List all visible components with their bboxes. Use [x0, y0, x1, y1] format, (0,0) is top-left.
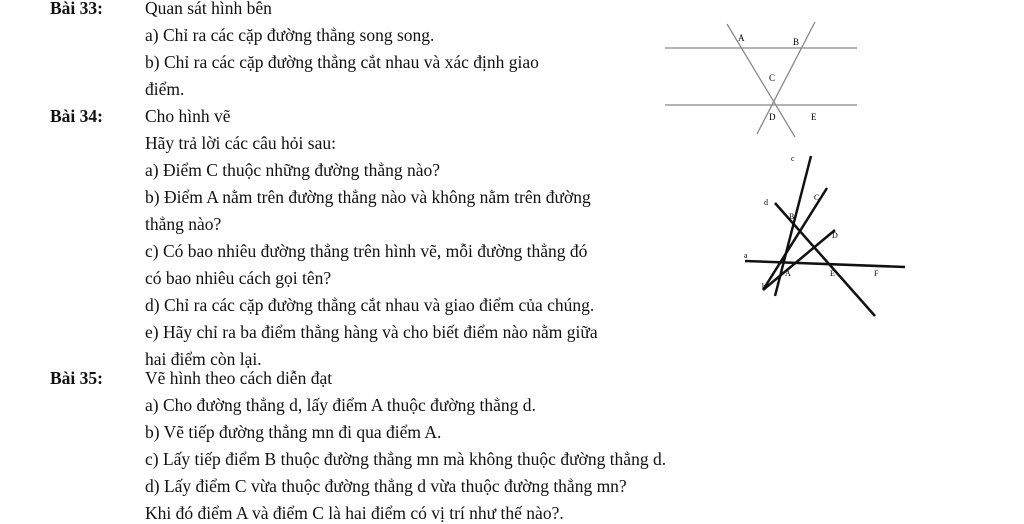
bai33-point-C: C	[769, 73, 776, 83]
bai33-figure	[665, 22, 875, 140]
bai34-figure	[735, 148, 920, 323]
bai34-question-d: d) Chỉ ra các cặp đường thẳng cắt nhau và giao điểm của chúng.	[145, 295, 595, 315]
bai34-title: Cho hình vẽ	[145, 106, 231, 126]
bai34-line-label-a: a	[744, 251, 748, 260]
bai34-question-b-line2: thẳng nào?	[145, 214, 222, 234]
bai33-label: Bài 33:	[50, 0, 103, 18]
bai34-line-label-c: c	[791, 154, 795, 163]
bai33-question-b-line2: điểm.	[145, 79, 185, 99]
bai34-question-c-line1: c) Có bao nhiêu đường thẳng trên hình vẽ, mỗi đường thẳng đó	[145, 241, 588, 261]
bai33-question-b-line1: b) Chỉ ra các cặp đường thẳng cắt nhau và xác định giao	[145, 52, 539, 72]
bai33-transversal-right	[757, 22, 815, 134]
bai34-question-e-line1: e) Hãy chỉ ra ba điểm thẳng hàng và cho biết điểm nào nằm giữa	[145, 322, 598, 342]
bai34-question-c-line2: có bao nhiêu cách gọi tên?	[145, 268, 332, 288]
bai34-line-a	[745, 261, 905, 267]
bai34-point-C: C	[814, 193, 820, 202]
bai34-point-A: A	[785, 269, 791, 278]
bai35-label: Bài 35:	[50, 368, 103, 388]
bai33-point-B: B	[793, 37, 800, 47]
bai34-point-B: B	[789, 212, 795, 221]
bai34-line-label-b: b	[762, 282, 766, 291]
bai34-question-b-line1: b) Điểm A nằm trên đường thẳng nào và không nằm trên đường	[145, 187, 591, 207]
bai35-conclusion: Khi đó điểm A và điểm C là hai điểm có vị trí như thế nào?.	[145, 503, 564, 523]
bai35-title: Vẽ hình theo cách diễn đạt	[145, 368, 333, 388]
bai34-point-D: D	[832, 231, 838, 240]
bai35-question-c: c) Lấy tiếp điểm B thuộc đường thẳng mn mà không thuộc đường thẳng d.	[145, 449, 667, 469]
bai34-question-e-line2: hai điểm còn lại.	[145, 349, 262, 369]
bai33-point-E: E	[811, 112, 817, 122]
bai34-question-a: a) Điểm C thuộc những đường thẳng nào?	[145, 160, 441, 180]
bai35-question-b: b) Vẽ tiếp đường thẳng mn đi qua điểm A.	[145, 422, 442, 442]
bai34-intro: Hãy trả lời các câu hỏi sau:	[145, 133, 336, 153]
bai34-point-F: F	[874, 269, 879, 278]
bai33-question-a: a) Chỉ ra các cặp đường thẳng song song.	[145, 25, 435, 45]
bai35-question-d: d) Lấy điểm C vừa thuộc đường thẳng d vừa thuộc đường thẳng mn?	[145, 476, 627, 496]
bai33-title: Quan sát hình bên	[145, 0, 272, 18]
bai35-question-a: a) Cho đường thẳng d, lấy điểm A thuộc đường thẳng d.	[145, 395, 536, 415]
bai34-line-b	[763, 188, 827, 290]
bai34-label: Bài 34:	[50, 106, 103, 126]
bai33-point-A: A	[738, 33, 745, 43]
bai34-line-label-d: d	[764, 198, 768, 207]
bai33-point-D: D	[769, 112, 776, 122]
bai34-point-E: E	[830, 269, 835, 278]
